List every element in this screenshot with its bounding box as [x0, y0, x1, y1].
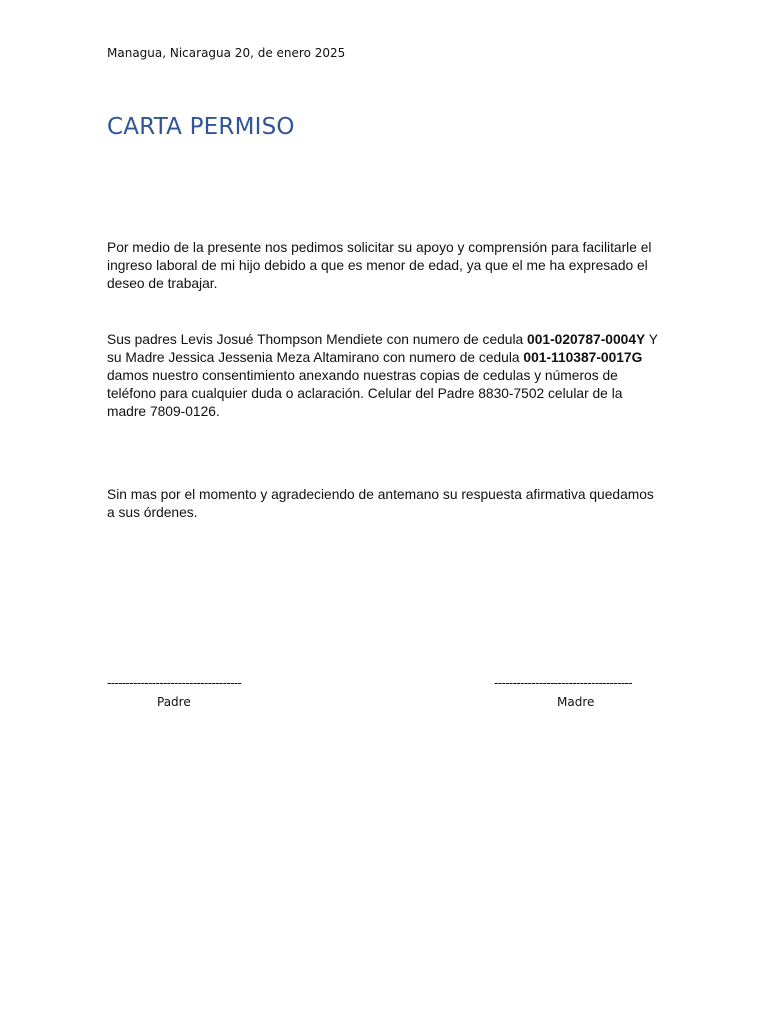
mother-signature-line: -------------------------------------: [494, 676, 633, 690]
father-signature-label: Padre: [157, 695, 191, 709]
parents-text-part3: damos nuestro consentimiento anexando nuestras copias de cedulas y números de teléfono para cualquier duda o aclaración. Celular del Padre 8830-7502 celular de la madre 7809-0126.: [107, 368, 623, 419]
request-paragraph: Por medio de la presente nos pedimos solicitar su apoyo y comprensión para facilitarle el ingreso laboral de mi hijo debido a que es menor de edad, ya que el me ha expresado el deseo de trabajar.: [107, 240, 652, 291]
page-title: CARTA PERMISO: [107, 114, 295, 140]
parents-text-part2: Y su Madre Jessica Jessenia Meza Altamirano con numero de cedula: [107, 332, 658, 365]
mother-id-number: 001-110387-0017G: [523, 350, 643, 365]
parents-consent-paragraph: [107, 331, 663, 421]
parents-text-part1: Sus padres Levis Josué Thompson Mendiete con numero de cedula: [107, 332, 528, 347]
mother-signature-label: Madre: [557, 695, 595, 709]
father-id-number: 001-020787-0004Y: [527, 332, 646, 347]
closing-paragraph: Sin mas por el momento y agradeciendo de antemano su respuesta afirmativa quedamos a sus órdenes.: [107, 487, 654, 520]
date-line: Managua, Nicaragua 20, de enero 2025: [107, 46, 346, 60]
father-signature-line: ------------------------------------: [107, 676, 242, 690]
